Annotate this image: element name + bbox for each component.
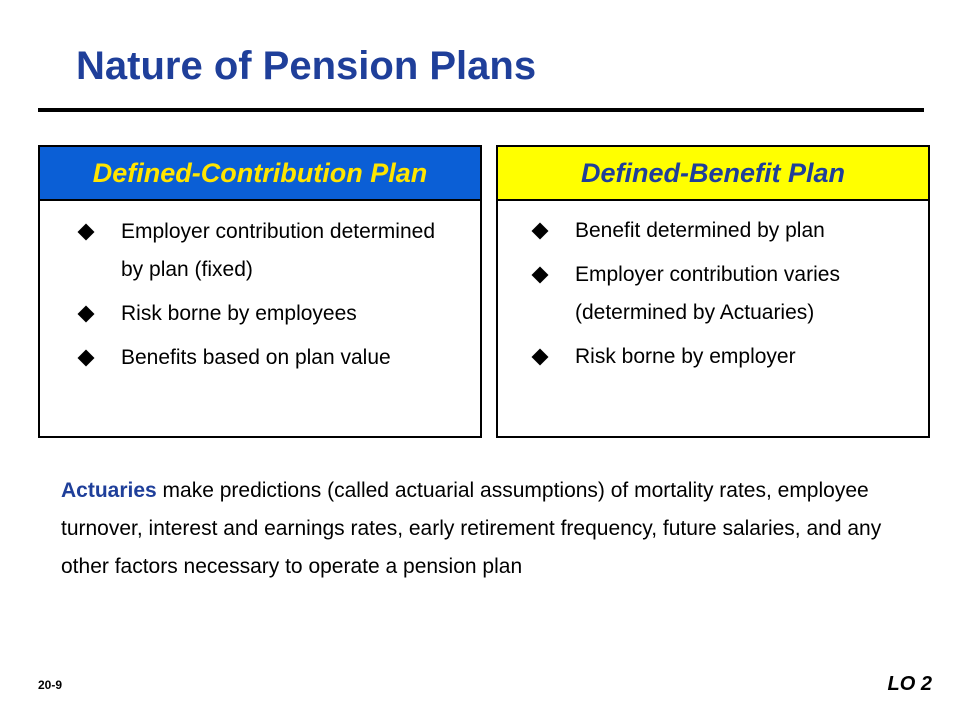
diamond-bullet-icon bbox=[532, 223, 549, 240]
list-item bbox=[532, 256, 912, 332]
list-item bbox=[78, 295, 460, 333]
defined-contribution-list bbox=[40, 201, 480, 377]
actuaries-term: Actuaries bbox=[61, 479, 157, 502]
slide-title: Nature of Pension Plans bbox=[76, 44, 537, 88]
bullet-text: Risk borne by employees bbox=[121, 302, 357, 325]
defined-contribution-panel bbox=[38, 145, 482, 438]
learning-objective-tag: LO 2 bbox=[887, 673, 932, 695]
bullet-text: Employer contribution varies (determined by Actuaries) bbox=[575, 263, 840, 324]
bullet-text: Benefits based on plan value bbox=[121, 346, 391, 369]
bullet-text: Employer contribution determined by plan (fixed) bbox=[121, 220, 435, 281]
actuaries-note bbox=[61, 472, 921, 586]
title-divider bbox=[38, 108, 924, 112]
diamond-bullet-icon bbox=[78, 224, 95, 241]
bullet-text: Benefit determined by plan bbox=[575, 219, 825, 242]
defined-benefit-list bbox=[498, 201, 928, 376]
list-item bbox=[532, 338, 912, 376]
slide-number: 20-9 bbox=[38, 678, 63, 692]
actuaries-description: make predictions (called actuarial assumptions) of mortality rates, employee turnover, interest and earnings rates, early retirement frequency, future salaries, and any other factors necessary to operate a pension plan bbox=[61, 479, 882, 578]
defined-benefit-panel bbox=[496, 145, 930, 438]
diamond-bullet-icon bbox=[78, 350, 95, 367]
list-item bbox=[532, 212, 912, 250]
list-item bbox=[78, 339, 460, 377]
list-item bbox=[78, 213, 460, 289]
defined-benefit-heading: Defined-Benefit Plan bbox=[498, 147, 928, 201]
diamond-bullet-icon bbox=[78, 306, 95, 323]
diamond-bullet-icon bbox=[532, 349, 549, 366]
bullet-text: Risk borne by employer bbox=[575, 345, 796, 368]
defined-contribution-heading: Defined-Contribution Plan bbox=[40, 147, 480, 201]
diamond-bullet-icon bbox=[532, 267, 549, 284]
